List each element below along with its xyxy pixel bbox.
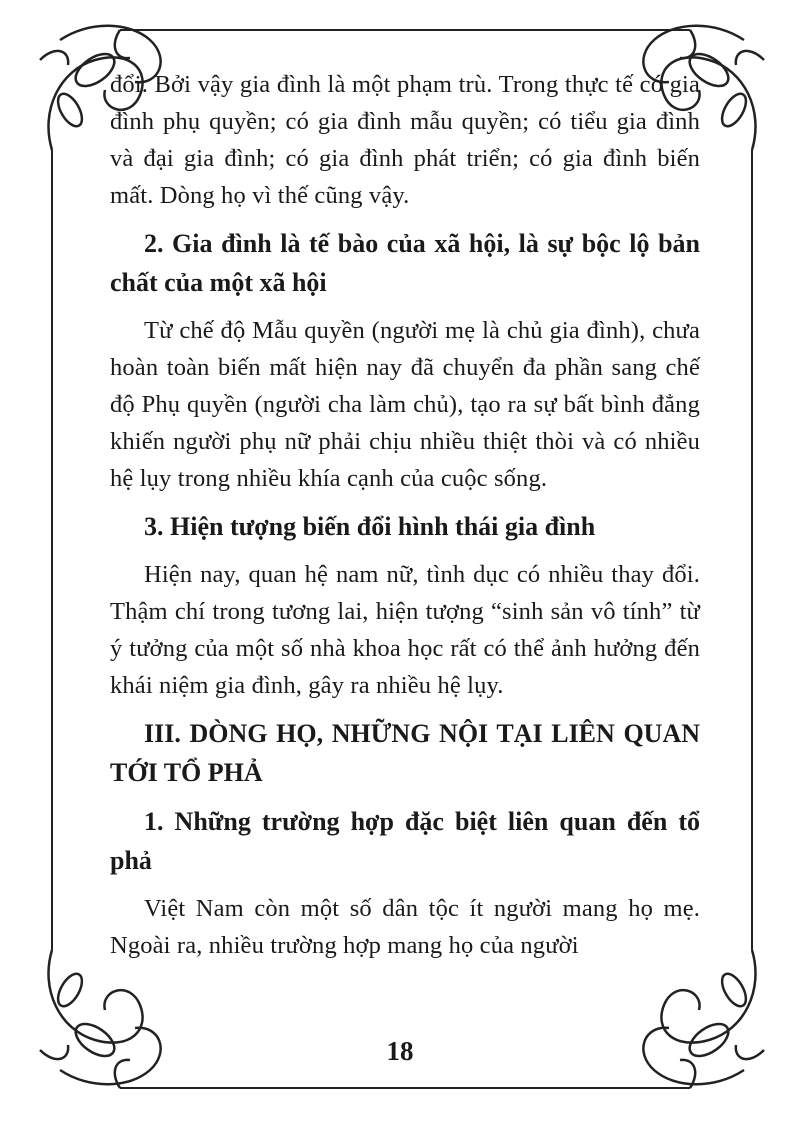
section-heading-3: 3. Hiện tượng biến đổi hình thái gia đình (144, 512, 596, 541)
paragraph-section-2: Từ chế độ Mẫu quyền (người mẹ là chủ gia đình), chưa hoàn toàn biến mất hiện nay đã chuyển đa phần sang chế độ Phụ quyền (người cha làm chủ), tạo ra sự bất bình đẳng khiến người phụ nữ phải chịu nhiều thiệt thòi và có nhiều hệ lụy trong nhiều khía cạnh của cuộc sống. (110, 317, 700, 492)
paragraph-section-3: Hiện nay, quan hệ nam nữ, tình dục có nhiều thay đổi. Thậm chí trong tương lai, hiện tượng “sinh sản vô tính” từ ý tưởng của một số nhà khoa học rất có thể ảnh hưởng đến khái niệm gia đình, gây ra nhiều hệ lụy. (110, 561, 700, 699)
chapter-heading-iii: III. DÒNG HỌ, NHỮNG NỘI TẠI LIÊN QUAN TỚI TỔ PHẢ (110, 719, 700, 787)
section-heading-1: 1. Những trường hợp đặc biệt liên quan đến tổ phả (110, 807, 700, 875)
page-number: 18 (386, 1036, 414, 1066)
section-heading-2: 2. Gia đình là tế bào của xã hội, là sự bộc lộ bản chất của một xã hội (110, 229, 700, 297)
page-content (110, 66, 700, 974)
paragraph-section-1: Việt Nam còn một số dân tộc ít người mang họ mẹ. Ngoài ra, nhiều trường hợp mang họ của người (110, 895, 700, 959)
paragraph-intro: đổi. Bởi vậy gia đình là một phạm trù. Trong thực tế có gia đình phụ quyền; có gia đình mẫu quyền; có tiểu gia đình và đại gia đình; có gia đình phát triển; có gia đình biến mất. Dòng họ vì thế cũng vậy. (110, 71, 700, 209)
